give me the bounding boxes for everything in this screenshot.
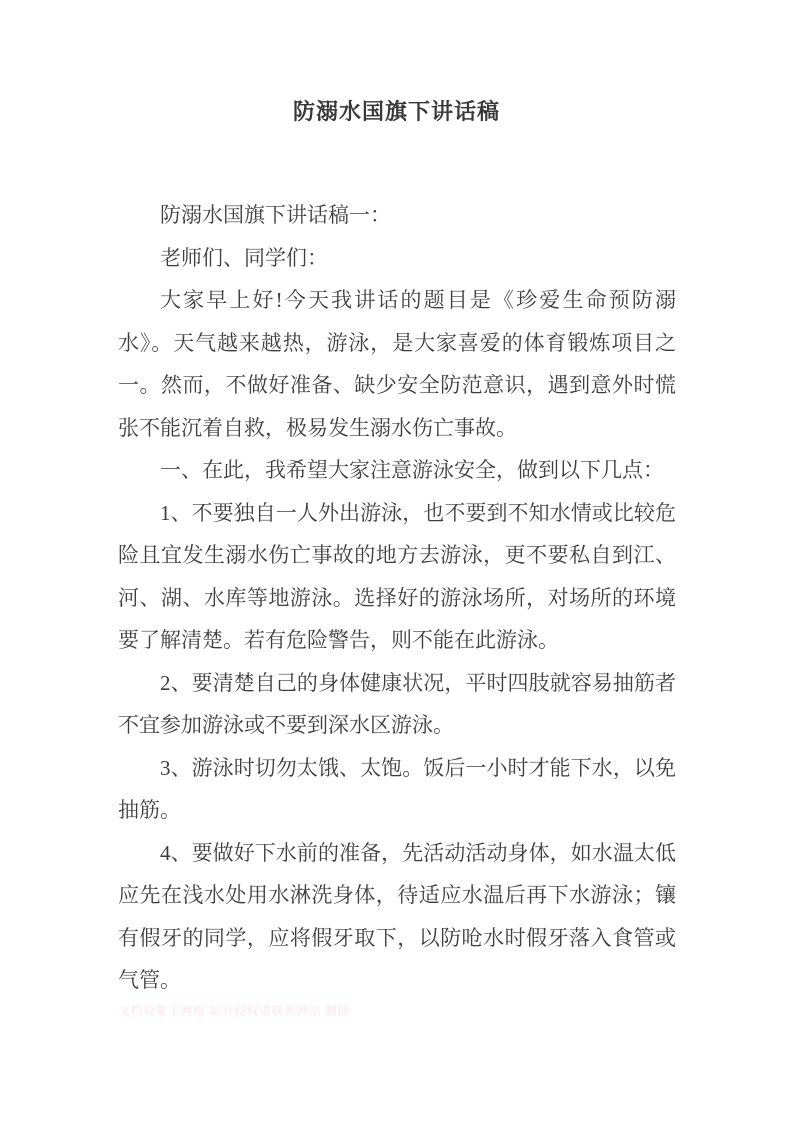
paragraph: 3、游泳时切勿太饿、太饱。饭后一小时才能下水，以免抽筋。: [118, 755, 676, 822]
paragraph: 4、要做好下水前的准备，先活动活动身体，如水温太低应先在浅水处用水淋洗身体，待适应水温后再下水游泳；镶有假牙的同学，应将假牙取下，以防呛水时假牙落入食管或气管。: [118, 840, 676, 992]
paragraph: 老师们、同学们：: [160, 245, 328, 270]
paragraph: 防溺水国旗下讲话稿一：: [160, 203, 391, 227]
paragraph: 2、要清楚自己的身体健康状况，平时四肢就容易抽筋者不宜参加游泳或不要到深水区游泳。: [118, 670, 676, 737]
watermark-text: 文档收集于网络 如有侵权请联系网站 删除: [118, 1004, 351, 1018]
paragraph: 一、在此，我希望大家注意游泳安全，做到以下几点：: [160, 458, 664, 482]
paragraph: 1、不要独自一人外出游泳，也不要到不知水情或比较危险且宜发生溺水伤亡事故的地方去游泳，更不要私自到江、河、湖、水库等地游泳。选择好的游泳场所，对场所的环境要了解清楚。若有危险警告，则不能在此游泳。: [118, 500, 676, 652]
paragraph: 大家早上好!今天我讲话的题目是《珍爱生命预防溺水》。天气越来越热，游泳，是大家喜爱的体育锻炼项目之一。然而，不做好准备、缺少安全防范意识，遇到意外时慌张不能沉着自救，极易发生溺水伤亡事故。: [118, 288, 676, 440]
document-body: [118, 194, 676, 1002]
document-title: 防溺水国旗下讲话稿: [292, 99, 500, 124]
